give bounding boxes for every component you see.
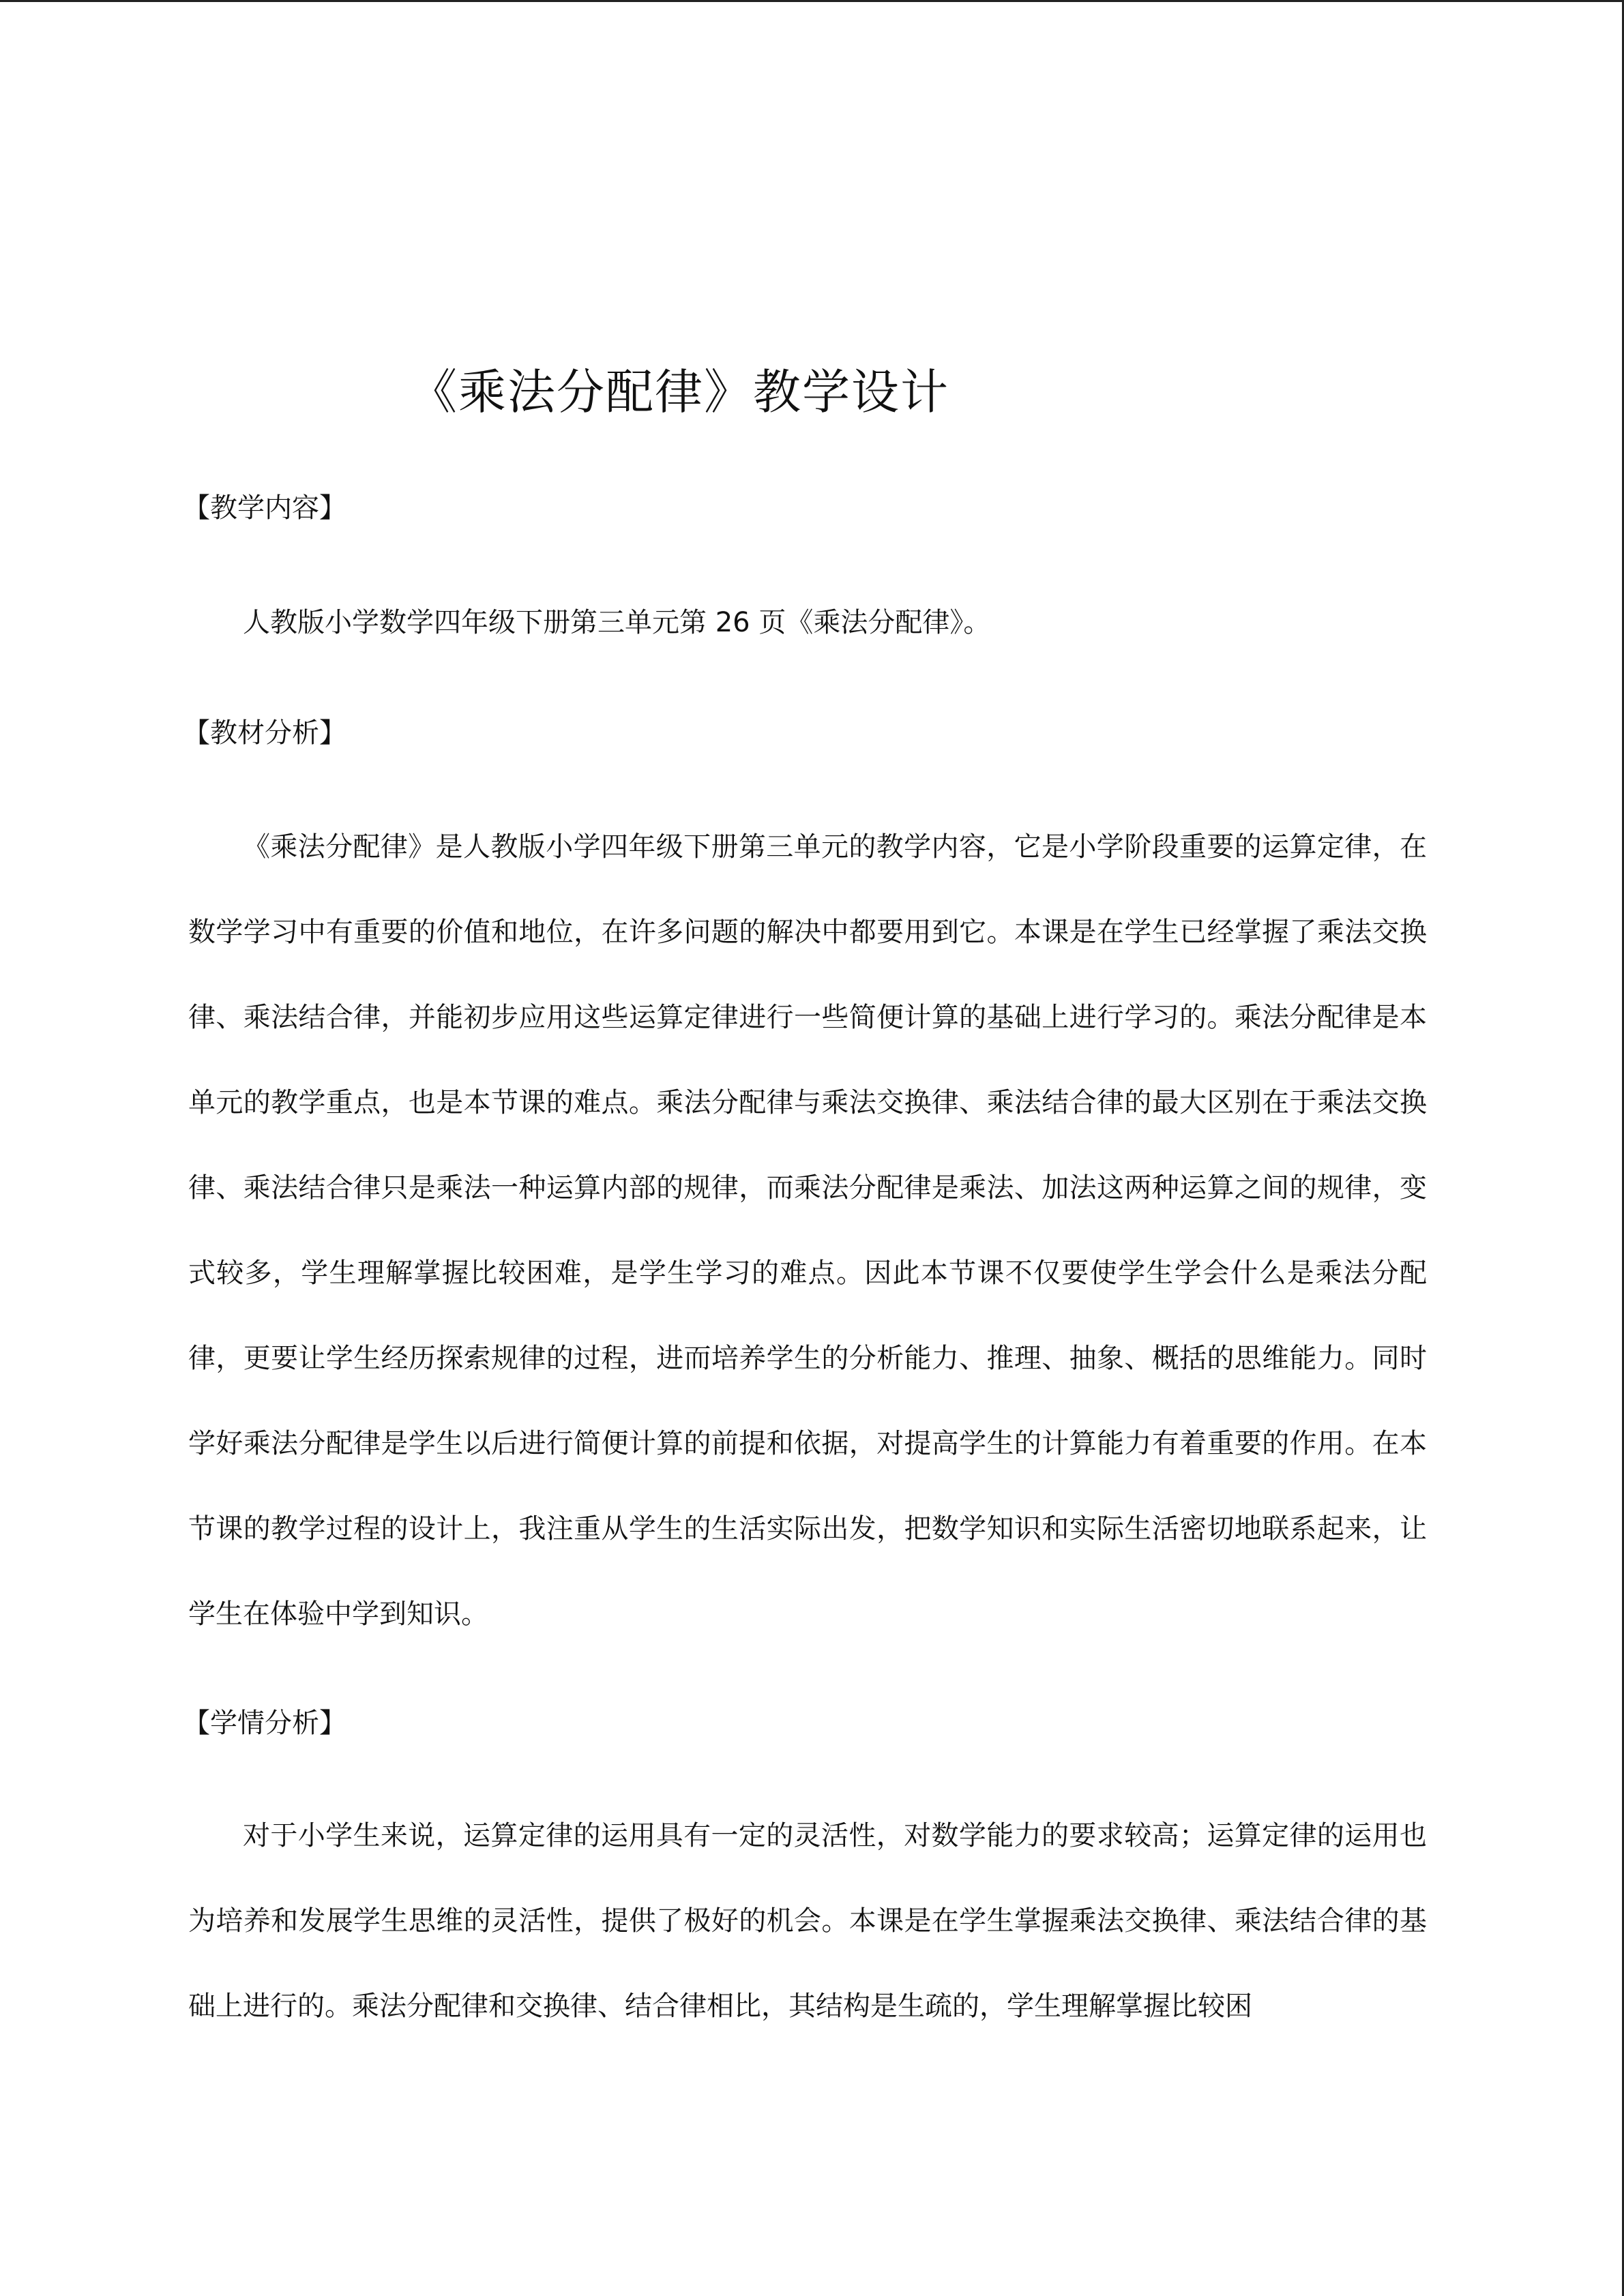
- section-heading-textbook-analysis: 【教材分析】: [183, 717, 346, 749]
- section-text-teaching-content: 人教版小学数学四年级下册第三单元第 26 页《乘法分配律》。: [243, 607, 991, 638]
- section-text-textbook-analysis: 《乘法分配律》是人教版小学四年级下册第三单元的教学内容，它是小学阶段重要的运算定律，在数学学习中有重要的价值和地位，在许多问题的解决中都要用到它。本课是在学生已经掌握了乘法交换律、乘法结合律，并能初步应用这些运算定律进行一些简便计算的基础上进行学习的。乘法分配律是本单元的教学重点，也是本节课的难点。乘法分配律与乘法交换律、乘法结合律的最大区别在于乘法交换律、乘法结合律只是乘法一种运算内部的规律，而乘法分配律是乘法、加法这两种运算之间的规律，变式较多，学生理解掌握比较困难，是学生学习的难点。因此本节课不仅要使学生学会什么是乘法分配律，更要让学生经历探索规律的过程，进而培养学生的分析能力、推理、抽象、概括的思维能力。同时学好乘法分配律是学生以后进行简便计算的前提和依据，对提高学生的计算能力有着重要的作用。在本节课的教学过程的设计上，我注重从学生的生活实际出发，把数学知识和实际生活密切地联系起来，让学生在体验中学到知识。: [188, 831, 1427, 1630]
- section-heading-student-analysis: 【学情分析】: [183, 1708, 346, 1739]
- section-text-student-analysis: 对于小学生来说，运算定律的运用具有一定的灵活性，对数学能力的要求较高；运算定律的运用也为培养和发展学生思维的灵活性，提供了极好的机会。本课是在学生掌握乘法交换律、乘法结合律的基础上进行的。乘法分配律和交换律、结合律相比，其结构是生疏的，学生理解掌握比较困: [188, 1820, 1427, 2022]
- document-title: 《乘法分配律》教学设计: [409, 364, 949, 420]
- section-heading-teaching-content: 【教学内容】: [183, 492, 346, 524]
